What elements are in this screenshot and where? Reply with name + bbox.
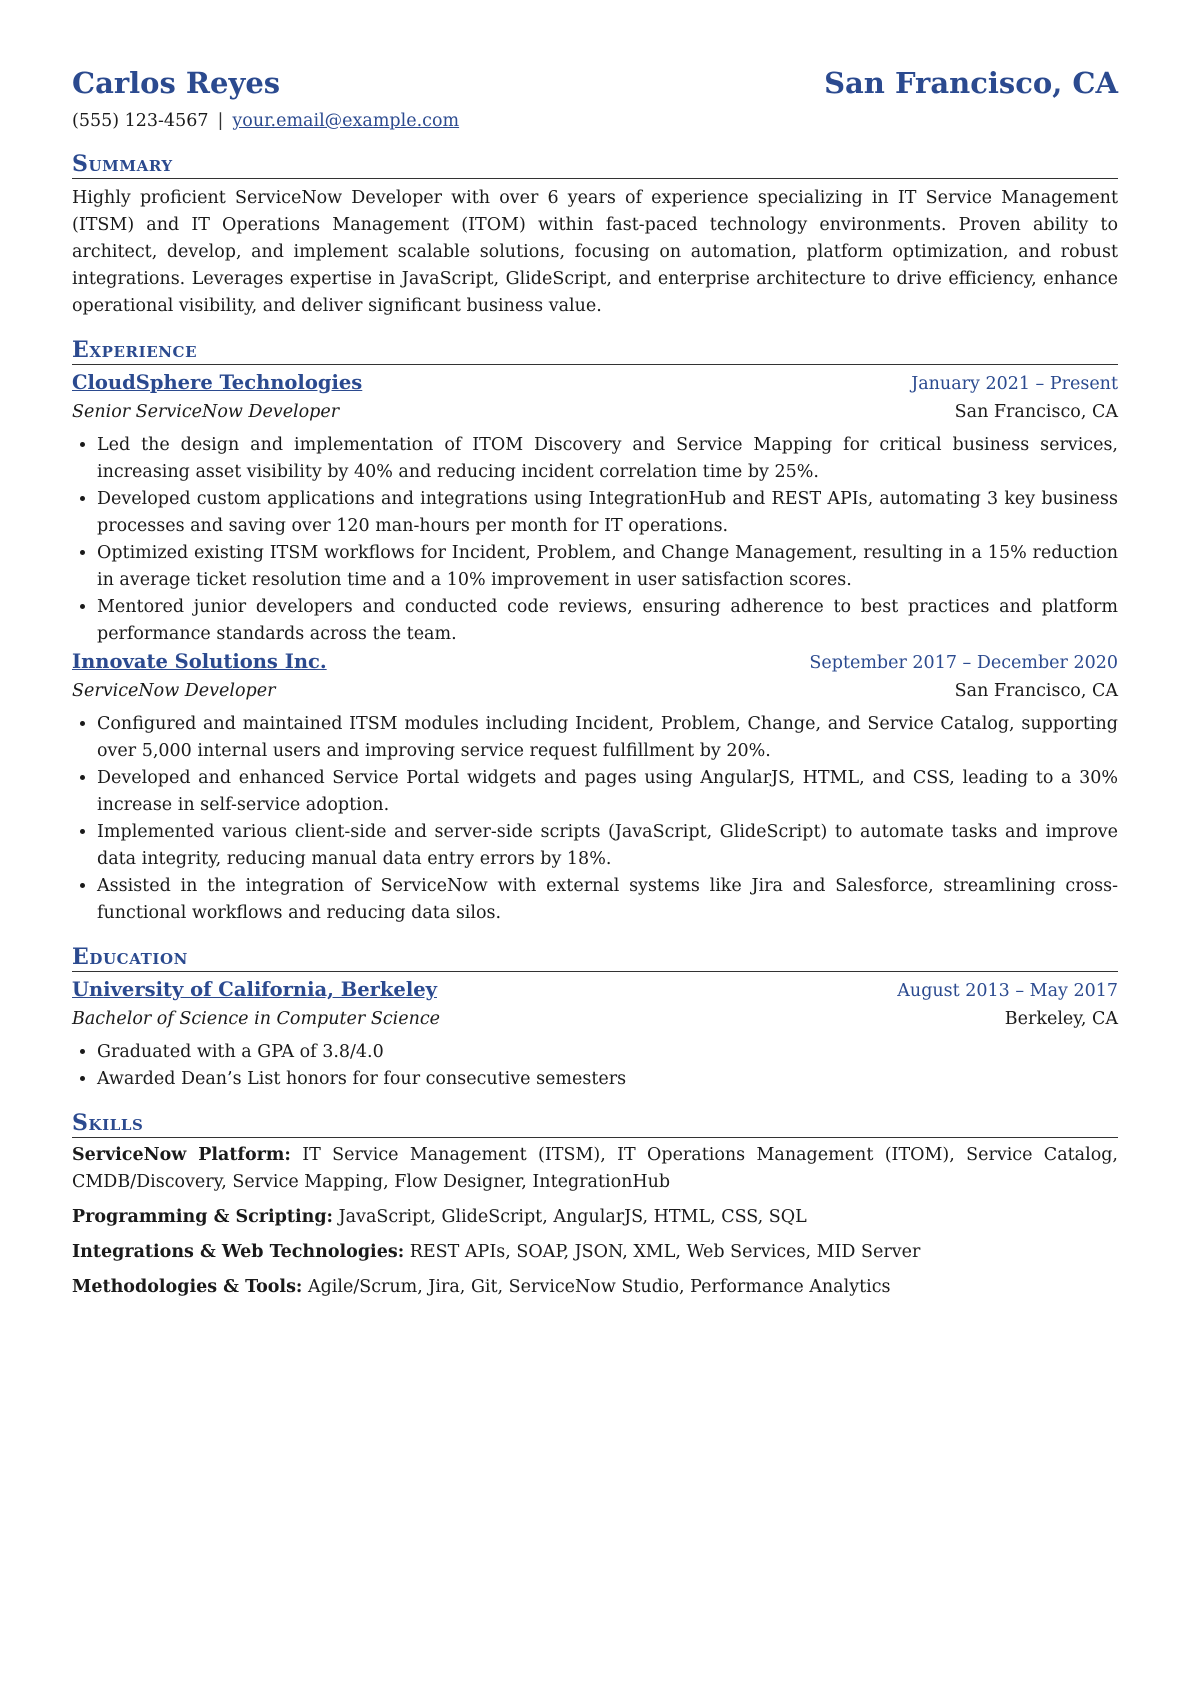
resume-header bbox=[72, 64, 1118, 102]
experience-entry bbox=[72, 648, 1118, 927]
employment-dates: January 2021 – Present bbox=[911, 374, 1118, 394]
job-location: San Francisco, CA bbox=[954, 681, 1118, 701]
skill-row bbox=[72, 1204, 1118, 1231]
email-link[interactable]: your.email@example.com bbox=[232, 111, 460, 131]
summary-heading: Summary bbox=[72, 151, 1118, 179]
skill-category: ServiceNow Platform: bbox=[72, 1145, 291, 1165]
list-item: • Graduated with a GPA of 3.8/4.0 bbox=[97, 1039, 1118, 1066]
education-entry bbox=[72, 976, 1118, 1093]
skills-heading: Skills bbox=[72, 1110, 1118, 1138]
degree-title: Bachelor of Science in Computer Science bbox=[72, 1009, 441, 1029]
list-item: • Assisted in the integration of ServiceNow with external systems like Jira and Salesforce, streamlining cross-functional workflows and reducing data silos. bbox=[97, 873, 1118, 927]
contact-separator: | bbox=[217, 111, 224, 131]
candidate-name: Carlos Reyes bbox=[72, 66, 281, 100]
experience-heading: Experience bbox=[72, 337, 1118, 365]
school-location: Berkeley, CA bbox=[1004, 1009, 1118, 1029]
company-name[interactable]: CloudSphere Technologies bbox=[72, 371, 363, 394]
education-heading: Education bbox=[72, 944, 1118, 972]
education-list bbox=[72, 1039, 1118, 1093]
skill-row bbox=[72, 1142, 1118, 1196]
skill-category: Methodologies & Tools: bbox=[72, 1277, 303, 1297]
skills-list bbox=[72, 1142, 1118, 1301]
list-item: • Configured and maintained ITSM modules including Incident, Problem, Change, and Service Catalog, supporting over 5,000 internal users and improving service request fulfillment by 20%. bbox=[97, 711, 1118, 765]
skill-category: Integrations & Web Technologies: bbox=[72, 1242, 405, 1262]
skill-category: Programming & Scripting: bbox=[72, 1207, 334, 1227]
skill-items: Agile/Scrum, Jira, Git, ServiceNow Studio, Performance Analytics bbox=[307, 1277, 891, 1297]
list-item: • Awarded Dean’s List honors for four consecutive semesters bbox=[97, 1066, 1118, 1093]
achievement-list bbox=[72, 432, 1118, 648]
list-item: • Developed and enhanced Service Portal widgets and pages using AngularJS, HTML, and CSS, leading to a 30% increase in self-service adoption. bbox=[97, 765, 1118, 819]
list-item: • Optimized existing ITSM workflows for Incident, Problem, and Change Management, resulting in a 15% reduction in average ticket resolution time and a 10% improvement in user satisfaction scores. bbox=[97, 540, 1118, 594]
skill-items: IT Service Management (ITSM), IT Operations Management (ITOM), Service Catalog, CMDB/Discovery, Service Mapping, Flow Designer, IntegrationHub bbox=[72, 1145, 1118, 1192]
candidate-location: San Francisco, CA bbox=[824, 66, 1118, 100]
job-title: ServiceNow Developer bbox=[72, 681, 276, 701]
education-dates: August 2013 – May 2017 bbox=[897, 981, 1118, 1001]
summary-text: Highly proficient ServiceNow Developer with over 6 years of experience specializing in IT Service Management (ITSM) and IT Operations Management (ITOM) within fast-paced technology environments. Proven ability to architect, develop, and implement scalable solutions, focusing on automation, platform optimization, and robust integrations. Leverages expertise in JavaScript, GlideScript, and enterprise architecture to drive efficiency, enhance operational visibility, and deliver significant business value. bbox=[72, 188, 1118, 316]
list-item: • Mentored junior developers and conducted code reviews, ensuring adherence to best practices and platform performance standards across the team. bbox=[97, 594, 1118, 648]
skill-row bbox=[72, 1274, 1118, 1301]
skill-items: REST APIs, SOAP, JSON, XML, Web Services, MID Server bbox=[409, 1242, 921, 1262]
achievement-list bbox=[72, 711, 1118, 927]
experience-entry bbox=[72, 369, 1118, 648]
list-item: • Implemented various client-side and server-side scripts (JavaScript, GlideScript) to automate tasks and improve data integrity, reducing manual data entry errors by 18%. bbox=[97, 819, 1118, 873]
job-location: San Francisco, CA bbox=[954, 402, 1118, 422]
employment-dates: September 2017 – December 2020 bbox=[809, 653, 1118, 673]
list-item: • Developed custom applications and integrations using IntegrationHub and REST APIs, automating 3 key business processes and saving over 120 man-hours per month for IT operations. bbox=[97, 486, 1118, 540]
skill-items: JavaScript, GlideScript, AngularJS, HTML, CSS, SQL bbox=[338, 1207, 807, 1227]
skill-row bbox=[72, 1239, 1118, 1266]
school-name[interactable]: University of California, Berkeley bbox=[72, 978, 437, 1001]
company-name[interactable]: Innovate Solutions Inc. bbox=[72, 650, 327, 673]
phone-number: (555) 123-4567 bbox=[72, 111, 209, 131]
job-title: Senior ServiceNow Developer bbox=[72, 402, 340, 422]
contact-line bbox=[72, 108, 1118, 134]
list-item: • Led the design and implementation of ITOM Discovery and Service Mapping for critical business services, increasing asset visibility by 40% and reducing incident correlation time by 25%. bbox=[97, 432, 1118, 486]
